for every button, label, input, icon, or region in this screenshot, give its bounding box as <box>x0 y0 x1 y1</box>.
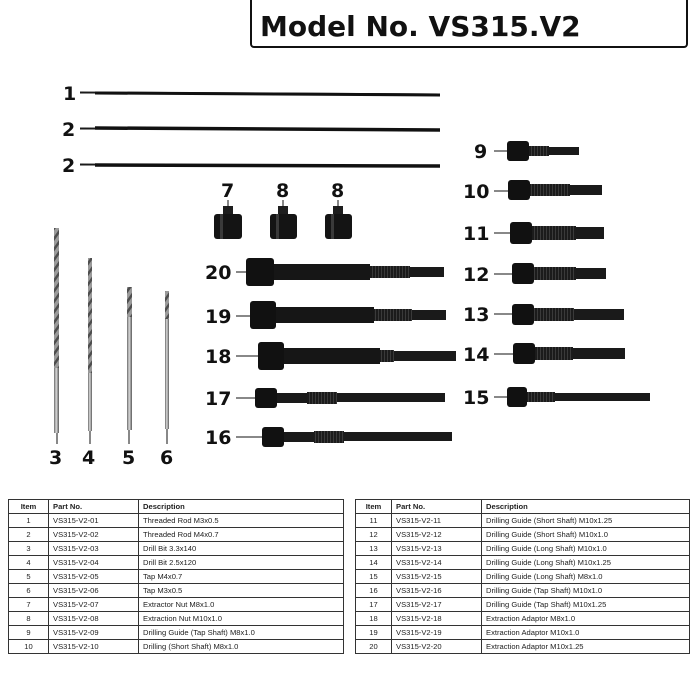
callout-6: 6 <box>160 447 174 469</box>
header-description: Description <box>139 500 344 514</box>
callout-1: 1 <box>63 83 77 105</box>
callout-16: 16 <box>205 427 232 449</box>
table-row <box>9 640 344 654</box>
table-row <box>356 556 690 570</box>
cell-description: Extraction Nut M10x1.0 <box>139 612 344 626</box>
cell-description: Drilling Guide (Long Shaft) M8x1.0 <box>482 570 690 584</box>
drilling-guide-item-12 <box>512 263 606 284</box>
cell-part-no: VS315-V2-08 <box>49 612 139 626</box>
callout-15: 15 <box>463 387 490 409</box>
callout-2a: 2 <box>62 119 76 141</box>
table-row <box>9 556 344 570</box>
cell-part-no: VS315-V2-10 <box>49 640 139 654</box>
drilling-guide-item-13 <box>512 304 624 325</box>
threaded-rod-item-2b <box>80 164 440 166</box>
table-row <box>356 626 690 640</box>
table-row <box>9 612 344 626</box>
callout-9: 9 <box>474 141 488 163</box>
cell-item: 15 <box>356 570 392 584</box>
cell-item: 11 <box>356 514 392 528</box>
extraction-adaptor-item-18 <box>258 342 456 370</box>
table-row <box>356 542 690 556</box>
cell-description: Drill Bit 2.5x120 <box>139 556 344 570</box>
drilling-guide-item-14 <box>513 343 625 364</box>
cell-item: 14 <box>356 556 392 570</box>
cell-part-no: VS315-V2-14 <box>392 556 482 570</box>
callout-8a: 8 <box>276 180 290 202</box>
cell-item: 9 <box>9 626 49 640</box>
cell-description: Extraction Adaptor M10x1.0 <box>482 626 690 640</box>
table-row <box>356 598 690 612</box>
tap-item-6 <box>165 291 169 429</box>
table-row <box>9 542 344 556</box>
extraction-nut-item-8b <box>325 206 352 239</box>
cell-description: Threaded Rod M3x0.5 <box>139 514 344 528</box>
cell-description: Threaded Rod M4x0.7 <box>139 528 344 542</box>
callout-3: 3 <box>49 447 63 469</box>
table-row <box>9 528 344 542</box>
drill-bit-item-3 <box>54 228 59 433</box>
cell-part-no: VS315-V2-13 <box>392 542 482 556</box>
cell-part-no: VS315-V2-07 <box>49 598 139 612</box>
tap-item-5 <box>127 287 132 430</box>
drilling-guide-item-11 <box>510 222 604 244</box>
cell-part-no: VS315-V2-20 <box>392 640 482 654</box>
cell-item: 5 <box>9 570 49 584</box>
callout-5: 5 <box>122 447 136 469</box>
cell-description: Drilling Guide (Long Shaft) M10x1.25 <box>482 556 690 570</box>
cell-item: 16 <box>356 584 392 598</box>
model-number-title: Model No. VS315.V2 <box>260 10 581 43</box>
drilling-guide-item-17 <box>255 388 445 408</box>
parts-table-right <box>355 499 690 654</box>
header-item: Item <box>356 500 392 514</box>
cell-part-no: VS315-V2-04 <box>49 556 139 570</box>
cell-part-no: VS315-V2-16 <box>392 584 482 598</box>
cell-item: 10 <box>9 640 49 654</box>
cell-item: 19 <box>356 626 392 640</box>
callout-11: 11 <box>463 223 490 245</box>
cell-description: Drilling Guide (Short Shaft) M10x1.25 <box>482 514 690 528</box>
cell-description: Drilling Guide (Tap Shaft) M10x1.0 <box>482 584 690 598</box>
cell-description: Drilling Guide (Tap Shaft) M10x1.25 <box>482 598 690 612</box>
header-part-no: Part No. <box>49 500 139 514</box>
cell-part-no: VS315-V2-01 <box>49 514 139 528</box>
callout-4: 4 <box>82 447 96 469</box>
cell-item: 3 <box>9 542 49 556</box>
table-header-row <box>356 500 690 514</box>
cell-description: Drilling Guide (Long Shaft) M10x1.0 <box>482 542 690 556</box>
extraction-nut-item-8a <box>270 206 297 239</box>
extraction-adaptor-item-20 <box>246 258 444 286</box>
table-row <box>9 514 344 528</box>
table-row <box>356 570 690 584</box>
cell-description: Extractor Nut M8x1.0 <box>139 598 344 612</box>
cell-item: 1 <box>9 514 49 528</box>
callout-20: 20 <box>205 262 232 284</box>
extraction-adaptor-item-19 <box>250 301 446 329</box>
drilling-guide-item-10 <box>508 180 602 200</box>
threaded-rod-item-2a <box>80 128 440 130</box>
cell-part-no: VS315-V2-19 <box>392 626 482 640</box>
table-row <box>356 640 690 654</box>
cell-item: 20 <box>356 640 392 654</box>
parts-table-left <box>8 499 344 654</box>
table-row <box>9 584 344 598</box>
header-item: Item <box>9 500 49 514</box>
drill-bit-item-4 <box>88 258 92 431</box>
cell-item: 4 <box>9 556 49 570</box>
cell-description: Drill Bit 3.3x140 <box>139 542 344 556</box>
callout-13: 13 <box>463 304 490 326</box>
table-header-row <box>9 500 344 514</box>
cell-item: 7 <box>9 598 49 612</box>
cell-item: 8 <box>9 612 49 626</box>
callout-14: 14 <box>463 344 490 366</box>
cell-part-no: VS315-V2-15 <box>392 570 482 584</box>
cell-part-no: VS315-V2-11 <box>392 514 482 528</box>
callout-12: 12 <box>463 264 490 286</box>
callout-17: 17 <box>205 388 232 410</box>
callout-7: 7 <box>221 180 235 202</box>
cell-item: 13 <box>356 542 392 556</box>
cell-description: Extraction Adaptor M10x1.25 <box>482 640 690 654</box>
table-row <box>356 528 690 542</box>
callout-18: 18 <box>205 346 232 368</box>
cell-item: 12 <box>356 528 392 542</box>
threaded-rod-item-1 <box>80 92 440 95</box>
header-description: Description <box>482 500 690 514</box>
cell-description: Extraction Adaptor M8x1.0 <box>482 612 690 626</box>
table-row <box>9 598 344 612</box>
cell-part-no: VS315-V2-09 <box>49 626 139 640</box>
drilling-guide-item-15 <box>507 387 650 407</box>
cell-description: Drilling Guide (Short Shaft) M10x1.0 <box>482 528 690 542</box>
cell-item: 6 <box>9 584 49 598</box>
callout-2b: 2 <box>62 155 76 177</box>
cell-part-no: VS315-V2-12 <box>392 528 482 542</box>
cell-part-no: VS315-V2-02 <box>49 528 139 542</box>
cell-part-no: VS315-V2-06 <box>49 584 139 598</box>
table-row <box>356 584 690 598</box>
callout-19: 19 <box>205 306 232 328</box>
cell-description: Tap M4x0.7 <box>139 570 344 584</box>
drilling-guide-item-9 <box>507 141 579 161</box>
table-row <box>356 612 690 626</box>
header-part-no: Part No. <box>392 500 482 514</box>
callout-10: 10 <box>463 181 490 203</box>
drilling-guide-item-16 <box>262 427 452 447</box>
table-row <box>9 626 344 640</box>
cell-description: Drilling Guide (Tap Shaft) M8x1.0 <box>139 626 344 640</box>
cell-description: Tap M3x0.5 <box>139 584 344 598</box>
cell-item: 17 <box>356 598 392 612</box>
table-row <box>356 514 690 528</box>
cell-item: 2 <box>9 528 49 542</box>
cell-part-no: VS315-V2-18 <box>392 612 482 626</box>
table-row <box>9 570 344 584</box>
cell-description: Drilling (Short Shaft) M8x1.0 <box>139 640 344 654</box>
cell-item: 18 <box>356 612 392 626</box>
extractor-nut-item-7 <box>214 206 242 239</box>
cell-part-no: VS315-V2-17 <box>392 598 482 612</box>
callout-8b: 8 <box>331 180 345 202</box>
cell-part-no: VS315-V2-05 <box>49 570 139 584</box>
cell-part-no: VS315-V2-03 <box>49 542 139 556</box>
